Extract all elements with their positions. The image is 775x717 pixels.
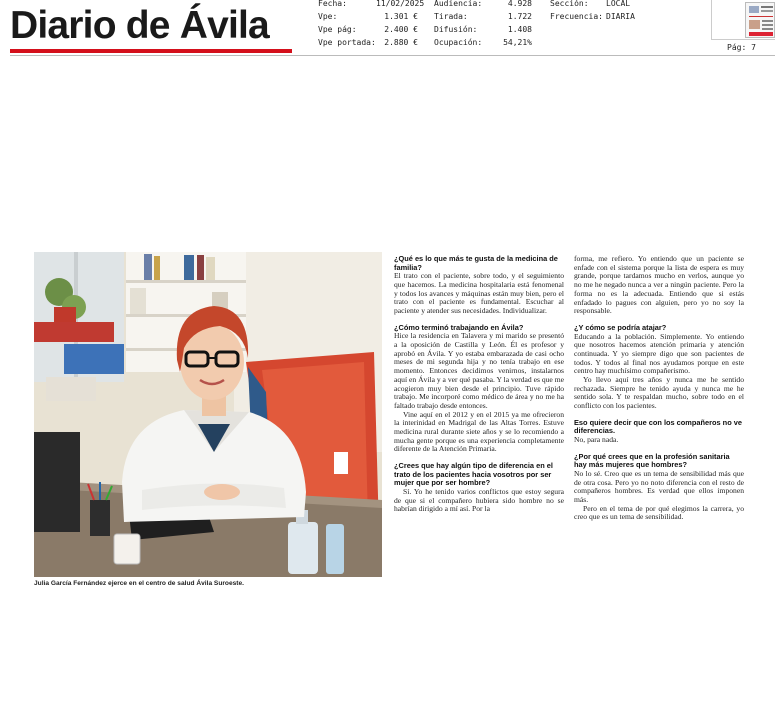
meta-row-vpe (318, 10, 418, 23)
interview-question: ¿Crees que hay algún tipo de diferencia en el trato de los pacientes hacia vosotros por ser mujer que por ser hombre? (394, 461, 553, 488)
article-column-1 (394, 255, 564, 514)
interview-answer: No, para nada. (574, 435, 619, 445)
page-thumbnail[interactable] (745, 2, 775, 38)
meta-value: DIARIA (606, 12, 635, 21)
doctor-photo-illustration (34, 252, 382, 577)
interview-answer: Sí. Yo he tenido varios conflictos que estoy segura de que si el compañero hubiera sido hombre no se habrían dirigido a mí así. Por la (394, 486, 564, 514)
meta-row-tirada (434, 10, 532, 23)
meta-value: 11/02/2025 (376, 0, 425, 8)
newspaper-logo: Diario de Ávila (10, 4, 269, 47)
meta-label: Audiencia: (434, 0, 483, 8)
meta-row-vpe-pag (318, 23, 418, 36)
meta-row-vpe-portada (318, 36, 418, 49)
meta-row-audiencia (434, 0, 532, 10)
meta-column-2 (434, 0, 532, 49)
meta-label: Vpe: (318, 12, 338, 21)
meta-label: Tirada: (434, 12, 468, 21)
meta-row-difusion (434, 23, 532, 36)
meta-row-ocupacion (434, 36, 532, 49)
meta-label: Fecha: (318, 0, 347, 8)
meta-value: 1.408 (507, 25, 532, 34)
meta-label: Vpe pág: (318, 25, 357, 34)
meta-row-frecuencia (550, 10, 656, 23)
article-photo (34, 252, 382, 577)
meta-label: Frecuencia: (550, 12, 603, 21)
meta-label: Ocupación: (434, 38, 483, 47)
interview-answer: No lo sé. Creo que es un tema de sensibilidad más que de otra cosa. Pero yo no noto diferencia con el resto de compañeros hombres. Es verdad que ellos imponen más. (574, 468, 744, 505)
meta-value: LOCAL (606, 0, 631, 8)
interview-question: ¿Qué es lo que más te gusta de la medicina de familia? (394, 254, 558, 272)
interview-question: Eso quiere decir que con los compañeros no ve diferencias. (574, 417, 742, 436)
logo-underline (10, 49, 292, 53)
interview-answer: forma, me refiero. Yo entiendo que un paciente se enfade con el sistema porque la lista de espera es muy grande, porque tardamos mucho en verlos, aunque yo no me he negado nunca a ver a ningún paciente. Pero la forma no es la adecuada. Entiendo que si estás enfadado lo pagues con alguien, pero yo no soy la responsable. (574, 254, 744, 316)
meta-value: 2.400 € (384, 25, 418, 34)
interview-answer: Educando a la población. Simplemente. Yo entiendo que nosotros hacemos atención primaria y atención continuada. Y yo siempre digo que son pacientes de todos. Y todos al final nos ayudamos porque en este centro hay muchísimo compañerismo. (574, 331, 744, 376)
header-divider (10, 55, 775, 56)
interview-answer: Yo llevo aquí tres años y nunca me he sentido rechazada. Siempre he tenido ayuda y nunca me he sentido sola. Y te respaldan mucho, sobre todo en el conflicto con los pacientes. (574, 375, 744, 411)
photo-caption: Julia García Fernández ejerce en el centro de salud Ávila Suroeste. (34, 580, 244, 587)
interview-answer: El trato con el paciente, sobre todo, y el seguimiento que hacemos. La medicina hospitalaria está fenomenal y todos los avances y máquinas están muy bien, pero el trato con el paciente es fundamental. Escuchar al paciente y atender sus necesidades. Individualizar. (394, 271, 564, 315)
interview-question: ¿Por qué crees que en la profesión sanitaria hay más mujeres que hombres? (574, 451, 730, 470)
interview-answer: Hice la residencia en Talavera y mi marido se presentó a la oposición de Castilla y León. Él es profesor y aprobó en Ávila. Y yo estaba embarazada de casi ocho meses de mi segunda hija y no tenía trabajo en ese momento. Entonces decidimos venirnos, instalarnos aquí en Ávila y a ver qué pasaba. Y la verdad es que me acogieron muy bien desde el principio. Tuve rápido trabajo. Me incorporé como médico de área y no me ha faltado trabajo desde entonces. (394, 331, 564, 410)
meta-value: 2.880 € (384, 38, 418, 47)
meta-value: 1.722 (507, 12, 532, 21)
meta-label: Difusión: (434, 25, 478, 34)
meta-column-1 (318, 0, 425, 49)
meta-value: 4.928 (507, 0, 532, 8)
interview-answer: Pero en el tema de por qué elegimos la carrera, yo creo que es un tema de sensibilidad. (574, 503, 744, 522)
meta-row-seccion (550, 0, 656, 10)
page-number: Pág: 7 (727, 43, 756, 52)
meta-label: Vpe portada: (318, 38, 376, 47)
meta-column-3 (550, 0, 656, 23)
interview-question: ¿Y cómo se podría atajar? (574, 322, 667, 332)
meta-value: 54,21% (503, 38, 532, 47)
interview-question: ¿Cómo terminó trabajando en Ávila? (394, 322, 524, 332)
meta-row-fecha (318, 0, 425, 10)
article-column-2 (574, 255, 744, 522)
meta-value: 1.301 € (384, 12, 418, 21)
interview-answer: Vine aquí en el 2012 y en el 2015 ya me ofrecieron la interinidad en Madrigal de las Altas Torres. Estuve medicina rural durante siete años y se lo recomiendo a mucha gente porque es una experiencia completamente diferente de la Atención Primaria. (394, 409, 564, 454)
meta-label: Sección: (550, 0, 589, 8)
